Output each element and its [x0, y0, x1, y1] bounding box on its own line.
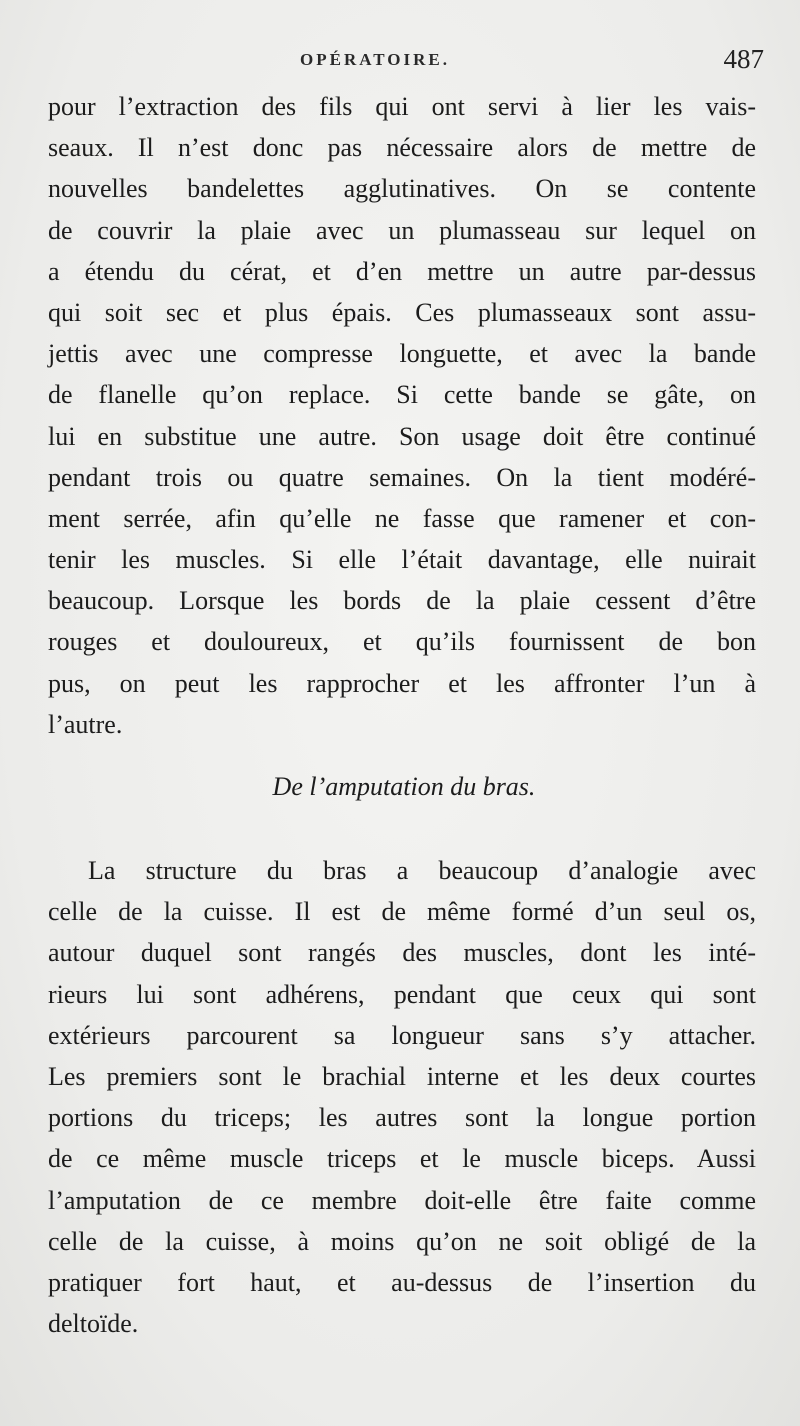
text-line: qui soit sec et plus épais. Ces plumasseaux sont assu- — [48, 297, 756, 327]
text-line: de flanelle qu’on replace. Si cette bande se gâte, on — [48, 380, 756, 410]
text-line: nouvelles bandelettes agglutinatives. On se contente — [48, 174, 756, 204]
section-title — [0, 772, 800, 802]
text-line: seaux. Il n’est donc pas nécessaire alors de mettre de — [48, 133, 756, 163]
running-head: OPÉRATOIRE. — [300, 50, 450, 69]
text-line: beaucoup. Lorsque les bords de la plaie cessent d’être — [48, 586, 756, 616]
text-line: pus, on peut les rapprocher et les affronter l’un à — [48, 668, 756, 698]
text-line: autour duquel sont rangés des muscles, dont les inté- — [48, 938, 756, 968]
text-line: de ce même muscle triceps et le muscle biceps. Aussi — [48, 1144, 756, 1174]
text-line: Les premiers sont le brachial interne et les deux courtes — [48, 1061, 756, 1091]
text-line: rouges et douloureux, et qu’ils fournissent de bon — [48, 627, 756, 657]
paragraph-2 — [48, 850, 756, 1344]
section-title-text: De l’amputation du bras. — [272, 772, 536, 801]
text-line: celle de la cuisse, à moins qu’on ne soit obligé de la — [48, 1226, 756, 1256]
text-line: extérieurs parcourent sa longueur sans s’y attacher. — [48, 1020, 756, 1050]
text-line: l’autre. — [48, 709, 123, 739]
text-line: jettis avec une compresse longuette, et avec la bande — [48, 339, 756, 369]
text-line: celle de la cuisse. Il est de même formé d’un seul os, — [48, 897, 756, 927]
text-line: rieurs lui sont adhérens, pendant que ceux qui sont — [48, 979, 756, 1009]
text-line: portions du triceps; les autres sont la longue portion — [48, 1103, 756, 1133]
page-header — [0, 44, 800, 84]
text-line: deltoïde. — [48, 1309, 139, 1339]
text-line: l’amputation de ce membre doit-elle être faite comme — [48, 1185, 756, 1215]
text-line: La structure du bras a beaucoup d’analogie avec — [88, 856, 756, 885]
paragraph-1 — [48, 86, 756, 745]
text-line: lui en substitue une autre. Son usage doit être continué — [48, 421, 756, 451]
text-line: pour l’extraction des fils qui ont servi à lier les vais- — [48, 92, 756, 121]
text-line: pendant trois ou quatre semaines. On la tient modéré- — [48, 462, 756, 492]
page-number: 487 — [723, 44, 764, 74]
text-line: de couvrir la plaie avec un plumasseau sur lequel on — [48, 215, 756, 245]
text-line: tenir les muscles. Si elle l’était davantage, elle nuirait — [48, 545, 756, 575]
text-line: pratiquer fort haut, et au-dessus de l’insertion du — [48, 1267, 756, 1297]
text-line: a étendu du cérat, et d’en mettre un autre par-dessus — [48, 256, 756, 286]
text-line: ment serrée, afin qu’elle ne fasse que ramener et con- — [48, 503, 756, 533]
